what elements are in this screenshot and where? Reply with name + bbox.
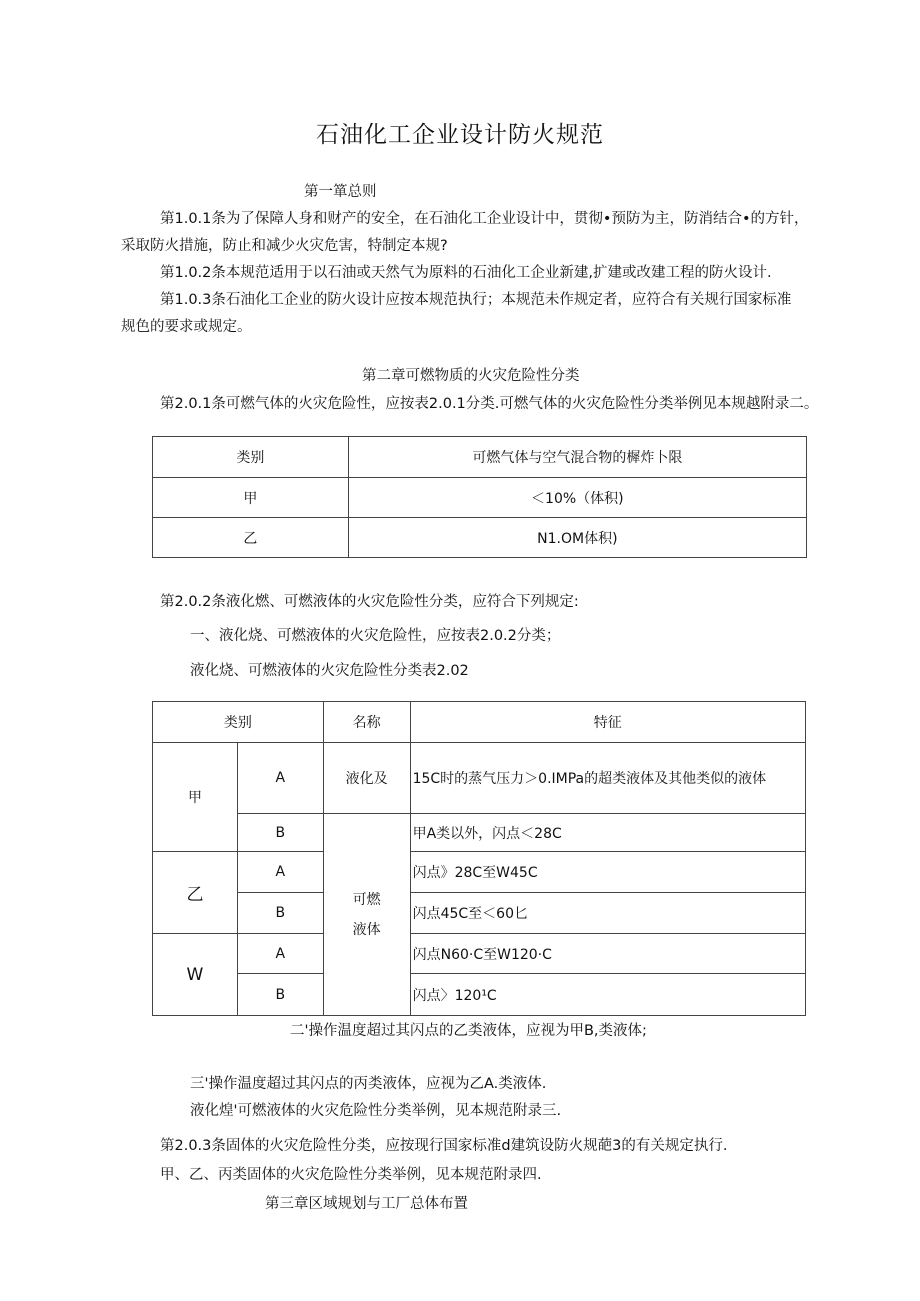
table2-caption: 液化烧、可燃液体的火灾危险性分类表2.02 (190, 663, 469, 679)
table2-subclass: A (237, 852, 323, 893)
table2-feature: 闪点N60·C至W120·C (410, 934, 805, 974)
table1-cell-category: 乙 (153, 518, 349, 558)
page-title: 石油化工企业设计防火规范 (316, 122, 604, 148)
table2-header-feature: 特征 (410, 702, 805, 743)
table1-header-category: 类别 (153, 437, 349, 478)
article-1-0-1-line1: 第1.0.1条为了保障人身和财产的安全，在石油化工企业设计中，贯彻•预防为主，防消结合•的方针， (160, 211, 809, 227)
table2-group-jia: 甲 (153, 743, 238, 852)
article-2-0-2-item2: 二'操作温度超过其闪点的乙类液体，应视为甲B,类液体; (290, 1023, 647, 1039)
article-2-0-2: 第2.0.2条液化燃、可燃液体的火灾危险性分类，应符合下列规定: (160, 594, 579, 610)
gas-hazard-table (152, 436, 807, 558)
table1-header-lower-limit: 可燃气体与空气混合物的樨炸卜限 (348, 437, 806, 478)
table2-subclass: B (237, 974, 323, 1016)
table2-group-bing: W (153, 934, 238, 1016)
table2-name-flammable-line2: 液体 (352, 921, 381, 938)
article-2-0-2-note: 液化煌'可燃液体的火灾危险性分类举例，见本规范附录三. (190, 1103, 562, 1119)
table1-cell-limit: ＜10%（体积) (348, 478, 806, 518)
table2-subclass: A (237, 743, 323, 814)
article-2-0-3: 第2.0.3条固体的火灾危险性分类，应按现行国家标准d建筑设防火规葩3的有关规定执行. (160, 1138, 728, 1154)
chapter2-heading: 第二章可燃物质的火灾危险性分类 (362, 368, 580, 384)
table-row (153, 478, 807, 518)
article-2-0-2-item3: 三'操作温度超过其闪点的丙类液体，应视为乙A.类液体. (190, 1076, 547, 1092)
article-1-0-3-line2: 规色的要求或规定。 (121, 319, 252, 335)
table2-header-category: 类别 (153, 702, 324, 743)
table2-feature: 闪点45C至＜60匕 (410, 893, 805, 934)
table2-feature: 15C时的蒸气压力＞0.IMPa的超类液体及其他类似的液体 (410, 743, 805, 814)
table2-header-name: 名称 (323, 702, 410, 743)
article-2-0-1: 第2.0.1条可燃气体的火灾危险性，应按表2.0.1分类.可燃气体的火灾危险性分类举例见本规越附录二。 (160, 396, 819, 412)
article-2-0-3-sub: 甲、乙、丙类固体的火灾危险性分类举例，见本规范附录四. (160, 1167, 542, 1183)
table-row (153, 974, 806, 1016)
table2-feature: 闪点》28C至W45C (410, 852, 805, 893)
article-1-0-1-line2: 采取防火措施，防止和减少火灾危害，特制定本规? (121, 238, 448, 254)
table2-name-flammable-line1: 可燃 (352, 891, 381, 908)
table2-subclass: B (237, 814, 323, 852)
table2-name-flammable (323, 814, 410, 1016)
chapter3-heading: 第三章区域规划与工厂总体布置 (265, 1196, 468, 1212)
table-row (153, 893, 806, 934)
table-row (153, 814, 806, 852)
table2-feature: 闪点〉120¹C (410, 974, 805, 1016)
table1-cell-limit: N1.OM体积) (348, 518, 806, 558)
table-row (153, 743, 806, 814)
chapter1-heading: 第一箪总则 (304, 184, 377, 200)
article-2-0-2-item1: 一、液化烧、可燃液体的火灾危险性，应按表2.0.2分类； (190, 628, 561, 644)
table2-subclass: A (237, 934, 323, 974)
table-row (153, 852, 806, 893)
liquid-hazard-table (152, 701, 806, 1016)
table-row (153, 934, 806, 974)
article-1-0-3-line1: 第1.0.3条石油化工企业的防火设计应按本规范执行；本规范未作规定者，应符合有关规行国家标准 (160, 292, 792, 308)
table1-cell-category: 甲 (153, 478, 349, 518)
table2-group-yi: 乙 (153, 852, 238, 934)
table2-name-liquefied: 液化及 (323, 743, 410, 814)
table2-subclass: B (237, 893, 323, 934)
table-row (153, 518, 807, 558)
table2-feature: 甲A类以外，闪点＜28C (410, 814, 805, 852)
article-1-0-2: 第1.0.2条本规范适用于以石油或天然气为原料的石油化工企业新建,扩建或改建工程的防火设计. (160, 265, 772, 281)
